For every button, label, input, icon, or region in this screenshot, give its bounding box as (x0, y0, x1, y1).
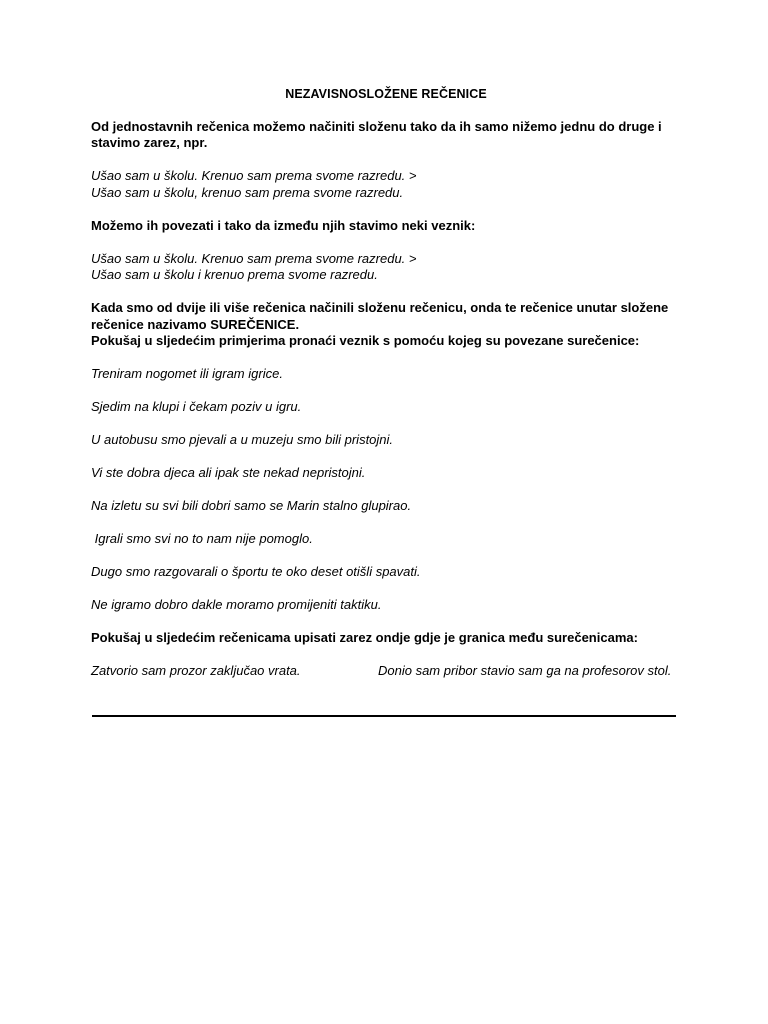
exercise1-sentence: Dugo smo razgovarali o športu te oko deset otišli spavati. (91, 564, 421, 579)
answer-line (92, 715, 676, 717)
definition-line-1: Kada smo od dvije ili više rečenica načinili složenu rečenicu, onda te rečenice unutar složene rečenice nazivamo SUREČENICE. (91, 300, 669, 332)
exercise1-sentence: Na izletu su svi bili dobri samo se Marin stalno glupirao. (91, 498, 412, 513)
example-comma-line-2: Ušao sam u školu, krenuo sam prema svome razredu. (91, 184, 404, 200)
exercise1-sentence: Vi ste dobra djeca ali ipak ste nekad nepristojni. (91, 465, 366, 480)
exercise1-sentence: Ne igramo dobro dakle moramo promijeniti taktiku. (91, 597, 382, 612)
intro-paragraph: Od jednostavnih rečenica možemo načiniti složenu tako da ih samo nižemo jednu do druge i stavimo zarez, npr. (91, 118, 662, 150)
example-comma (91, 168, 681, 201)
exercise1-sentence: Sjedim na klupi i čekam poziv u igru. (91, 399, 302, 414)
example-connector (91, 251, 681, 284)
connector-paragraph: Možemo ih povezati i tako da između njih stavimo neki veznik: (91, 217, 476, 233)
exercise1-sentence: U autobusu smo pjevali a u muzeju smo bili pristojni. (91, 432, 394, 447)
exercise1-instruction: Pokušaj u sljedećim primjerima pronaći veznik s pomoću kojeg su povezane surečenice: (91, 333, 640, 348)
example-connector-line-1: Ušao sam u školu. Krenuo sam prema svome razredu. > (91, 250, 417, 266)
exercise1-list (91, 366, 681, 614)
definition-paragraph (91, 300, 681, 350)
page-title: NEZAVISNOSLOŽENE REČENICE (285, 87, 487, 101)
exercise1-sentence: Treniram nogomet ili igram igrice. (91, 366, 283, 381)
exercise2-sentence-left: Zatvorio sam prozor zaključao vrata. (91, 663, 301, 678)
example-comma-line-1: Ušao sam u školu. Krenuo sam prema svome razredu. > (91, 168, 417, 183)
exercise2-sentences (91, 663, 681, 680)
worksheet-page (91, 86, 681, 680)
example-connector-line-2: Ušao sam u školu i krenuo prema svome razredu. (91, 267, 378, 282)
exercise1-sentence: Igrali smo svi no to nam nije pomoglo. (91, 531, 313, 546)
exercise2-instruction: Pokušaj u sljedećim rečenicama upisati zarez ondje gdje je granica među surečenicama: (91, 630, 638, 645)
exercise2-sentence-right: Donio sam pribor stavio sam ga na profesorov stol. (378, 663, 672, 678)
